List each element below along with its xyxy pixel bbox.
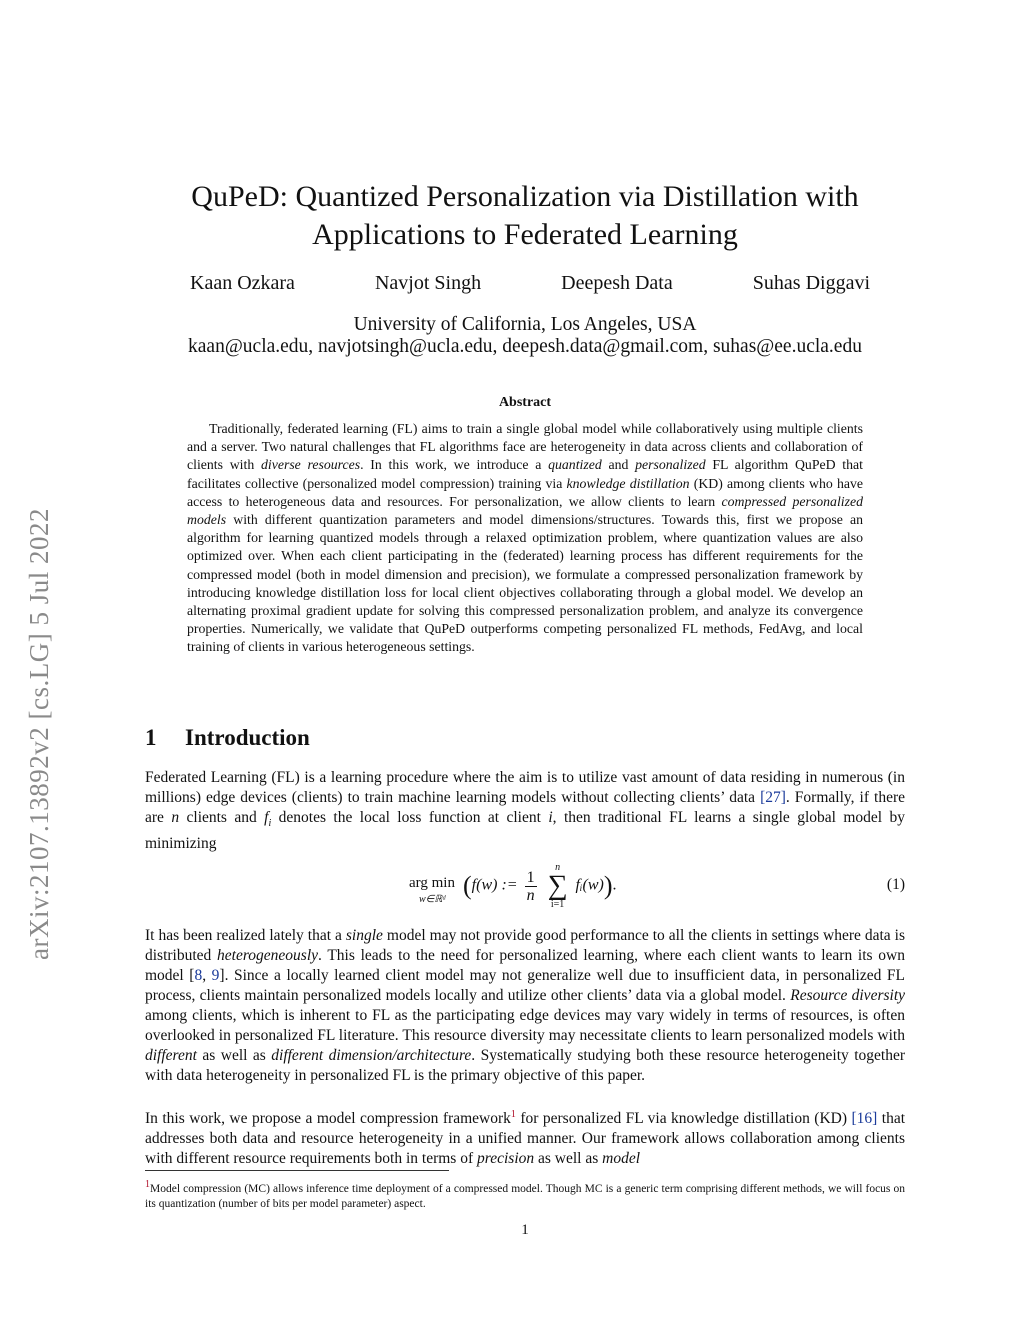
summation xyxy=(548,862,568,910)
author-name: Navjot Singh xyxy=(374,272,482,294)
equation-summand: fᵢ(w) xyxy=(575,876,604,894)
author-name: Deepesh Data xyxy=(561,272,673,294)
text-run: . Formally, if there are xyxy=(145,789,905,826)
italic-text: diverse resources xyxy=(260,457,361,473)
arxiv-identifier: arXiv:2107.13892v2 [cs.LG] 5 Jul 2022 xyxy=(24,508,54,960)
citation-link[interactable]: 8 xyxy=(194,967,203,984)
section-number: 1 xyxy=(145,725,157,750)
italic-text: single xyxy=(345,927,383,944)
author-list xyxy=(190,272,870,295)
italic-text: compressed personalized models xyxy=(187,493,863,528)
footnote-rule xyxy=(145,1170,449,1171)
argmin-domain: w∈ℝᵈ xyxy=(419,894,446,905)
argmin-label: arg min xyxy=(409,875,455,891)
section-title: Introduction xyxy=(185,725,310,750)
text-run: , then traditional FL learns a single global model by minimizing xyxy=(145,809,906,853)
close-paren: ) xyxy=(603,871,613,900)
text-run: with different quantization parameters and model dimensions/structures. Towards this, first we propose an algorithm for learning quantized models through a relaxed optimization problem, where quantization values are also optimized over. When each client participating in the (federated) learning process has different requirements for the compressed model (both in model dimension and precision), we formulate a compressed personalization framework by introducing knowledge distillation loss for local client objectives collaborating through a global model. We develop an alternating proximal gradient update for solving this compressed personalization problem, and analyze its convergence properties. Numerically, we validate that QuPeD outperforms competing personalized FL methods, FedAvg, and local training of clients in various heterogeneous settings. xyxy=(187,512,863,655)
italic-text: different xyxy=(145,1047,197,1064)
citation-link[interactable]: 9 xyxy=(211,967,220,984)
text-run: that addresses both data and resource heterogeneity in a unified manner. Our framework allows collaboration among clients with different resource requirements both in terms of xyxy=(145,1110,906,1168)
affiliation: University of California, Los Angeles, USA xyxy=(353,314,697,335)
fraction xyxy=(525,869,537,904)
paper-title: QuPeD: Quantized Personalization via Distillation with Applications to Federated Learning xyxy=(191,180,859,251)
text-run: ]. Since a locally learned client model may not generalize well due to insufficient data, in personalized FL process, clients maintain personalized models locally and utilize other clients’ data via a global model. xyxy=(145,967,905,1004)
citation-link[interactable]: [27] xyxy=(760,789,786,806)
footnote-text: Model compression (MC) allows inference time deployment of a compressed model. Though MC is a generic term comprising different methods, we will focus on its quantization (number of bits per model parameter) aspect. xyxy=(145,1182,905,1210)
text-run: . This leads to the need for personalized learning, where each client wants to learn its own model [ xyxy=(145,947,905,984)
italic-text: different dimension/architecture xyxy=(271,1047,472,1064)
text-run: It has been realized lately that a xyxy=(145,927,346,944)
italic-text: n xyxy=(171,809,180,826)
affiliation-block xyxy=(100,314,950,358)
text-run: FL algorithm QuPeD that facilitates collective (personalized model compression) training via xyxy=(187,457,863,491)
sum-upper: n xyxy=(555,862,561,873)
text-run: , xyxy=(202,967,212,984)
text-run: (KD) among clients who have access to heterogeneous data and resources. For personalization, we allow clients to learn xyxy=(187,475,864,509)
open-paren: ( xyxy=(463,871,472,900)
italic-text: f xyxy=(264,809,269,826)
text-run: for personalized FL via knowledge distillation (KD) xyxy=(515,1110,852,1128)
argmin-operator xyxy=(409,875,455,905)
italic-text: Resource diversity xyxy=(790,987,905,1004)
text-run: In this work, we propose a model compression framework xyxy=(145,1110,511,1128)
intro-paragraph-2 xyxy=(145,926,905,1086)
italic-text: knowledge distillation xyxy=(566,475,690,491)
section-heading xyxy=(145,725,310,751)
intro-paragraph-1 xyxy=(145,768,905,854)
footnote-reference[interactable]: 1 xyxy=(510,1109,516,1120)
equation-1 xyxy=(145,862,905,914)
text-run: . Systematically studying both these resource heterogeneity together with data heterogeneity in personalized FL is the primary objective of this paper. xyxy=(145,1047,906,1084)
text-run: model may not provide good performance to all the clients in settings where data is distributed xyxy=(145,927,905,964)
italic-text: i xyxy=(548,809,553,826)
fraction-numerator: 1 xyxy=(526,868,535,886)
text-run: as well as xyxy=(534,1150,603,1168)
author-emails: kaan@ucla.edu, navjotsingh@ucla.edu, deepesh.data@gmail.com, suhas@ee.ucla.edu xyxy=(188,336,862,357)
intro-paragraph-3 xyxy=(145,1105,905,1169)
footnote-mark: 1 xyxy=(145,1179,150,1190)
equation-number: (1) xyxy=(886,876,905,893)
citation-link[interactable]: [16] xyxy=(851,1110,878,1128)
abstract-text xyxy=(187,420,863,657)
author-name: Suhas Diggavi xyxy=(752,272,870,294)
abstract-heading: Abstract xyxy=(498,395,552,410)
text-run: and xyxy=(601,457,636,473)
equation-lhs: f(w) := xyxy=(471,876,518,894)
sum-lower: i=1 xyxy=(550,899,565,910)
equation-body: (f(w) := $\frac{1}{n}$ n ∑ i=1 fᵢ(w)). xyxy=(463,862,617,910)
text-run: clients and xyxy=(179,809,265,826)
fraction-denominator: n xyxy=(526,886,535,904)
text-run: as well as xyxy=(196,1047,272,1064)
italic-text: heterogeneously xyxy=(217,947,319,964)
footnote xyxy=(145,1177,905,1212)
text-run: Federated Learning (FL) is a learning procedure where the aim is to utilize vast amount of data residing in numerous (in millions) edge devices (clients) to train machine learning models without collecting clients’ data xyxy=(145,769,905,806)
text-run: Traditionally, federated learning (FL) aims to train a single global model while collaboratively using multiple clients and a server. Two natural challenges that FL algorithms face are heterogeneity in data across clients and collaboration of clients with xyxy=(187,421,863,473)
text-run: denotes the local loss function at client xyxy=(271,809,549,826)
page-number: 1 xyxy=(521,1222,529,1238)
italic-text: precision xyxy=(477,1150,535,1168)
subscript: i xyxy=(268,818,272,830)
italic-text: model xyxy=(602,1150,641,1168)
text-run: among clients, which is inherent to FL as the participating edge devices may vary widely in terms of resources, is often overlooked in personalized FL literature. This resource diversity may necessitate clients to learn personalized models with xyxy=(145,1007,905,1044)
sigma-symbol: ∑ xyxy=(547,870,568,901)
italic-text: quantized xyxy=(548,457,602,473)
author-name: Kaan Ozkara xyxy=(190,272,295,294)
italic-text: personalized xyxy=(635,457,706,473)
text-run: . In this work, we introduce a xyxy=(360,457,549,473)
